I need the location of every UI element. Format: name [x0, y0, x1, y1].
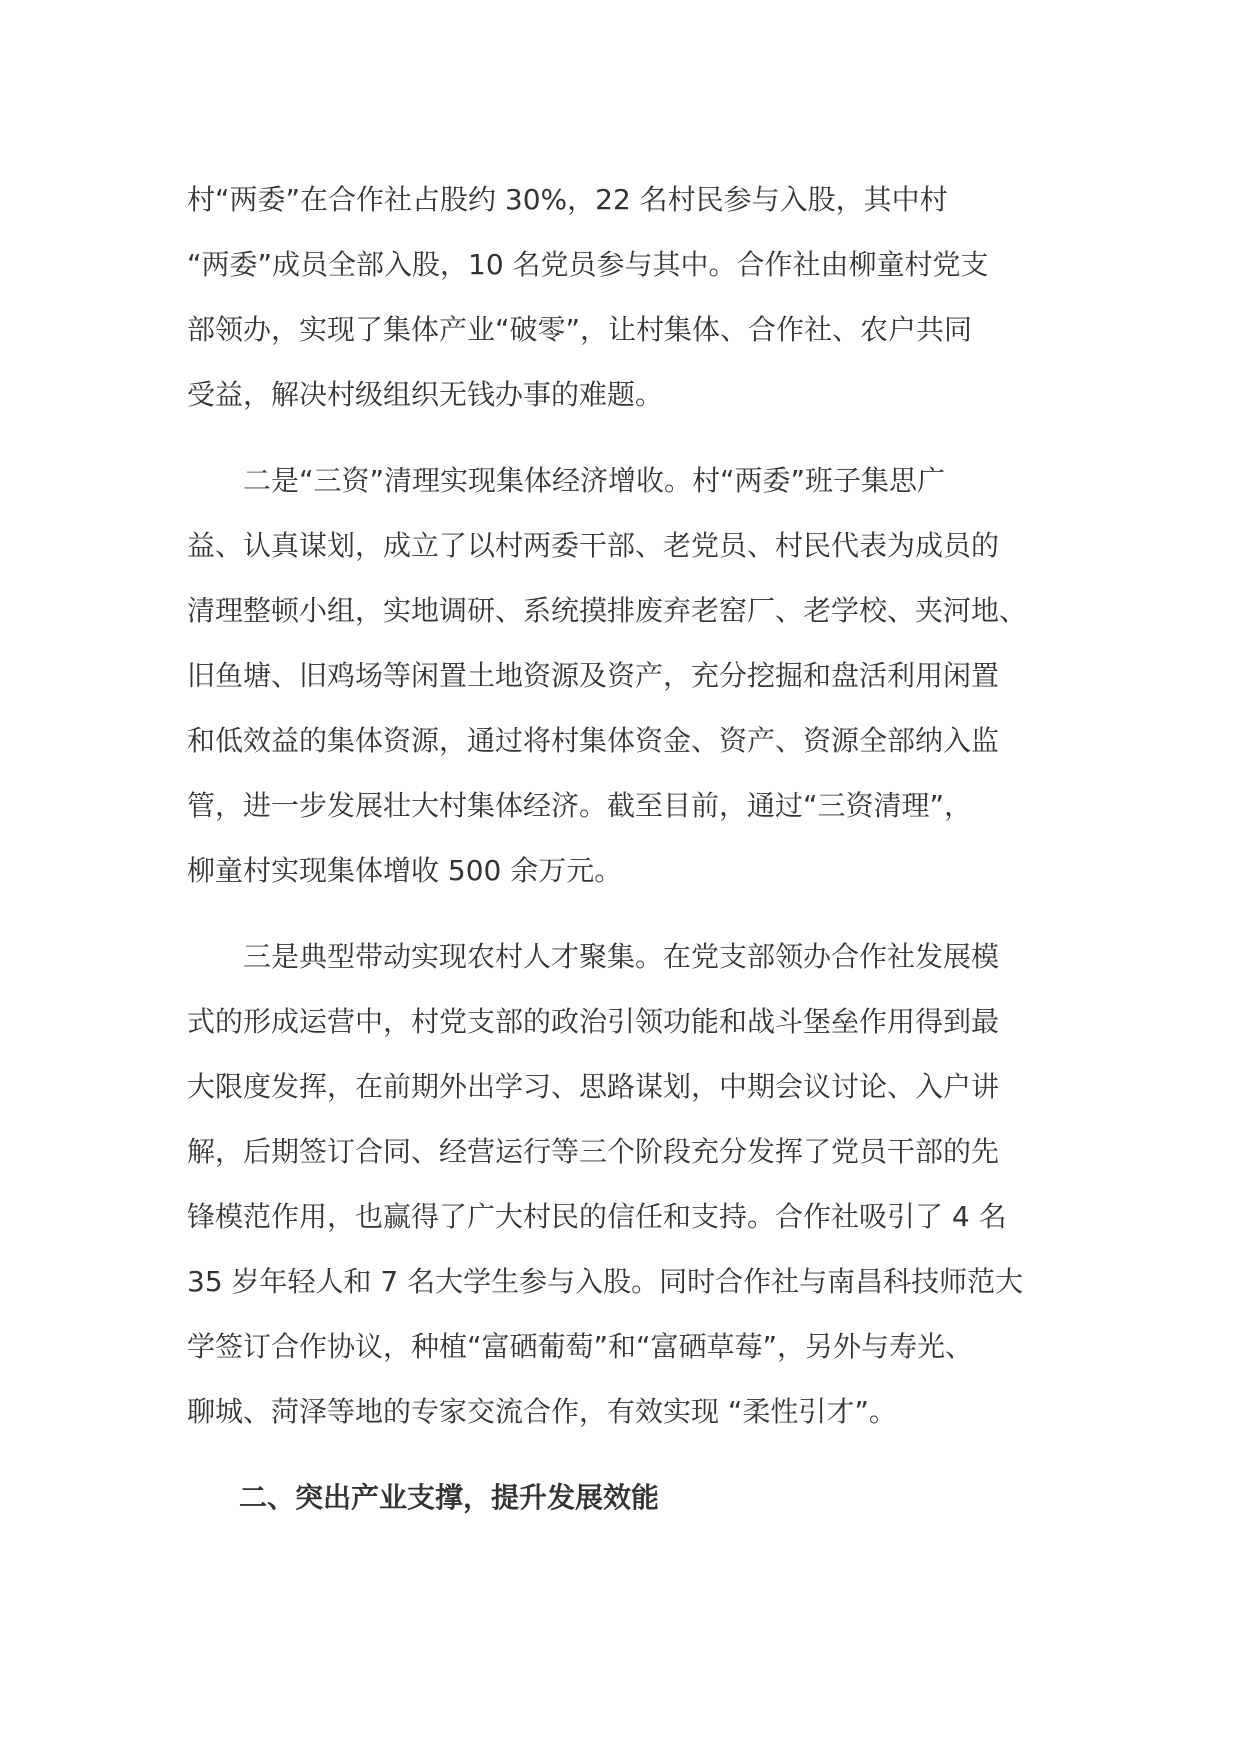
paragraph-talent-gathering [187, 924, 1062, 1444]
paragraph-line: 聊城、菏泽等地的专家交流合作，有效实现 “柔性引才”。 [187, 1395, 897, 1428]
paragraph-spacer [187, 1444, 1062, 1465]
paragraph-line: 柳童村实现集体增收 500 余万元。 [187, 854, 623, 887]
paragraph-cooperative-shares [187, 167, 1062, 427]
paragraph-line: 旧鱼塘、旧鸡场等闲置土地资源及资产，充分挖掘和盘活利用闲置 [187, 659, 1000, 692]
paragraph-line: 式的形成运营中，村党支部的政治引领功能和战斗堡垒作用得到最 [187, 1005, 1000, 1038]
paragraph-line: 益、认真谋划，成立了以村两委干部、老党员、村民代表为成员的 [187, 529, 1000, 562]
paragraph-line: 锋模范作用，也赢得了广大村民的信任和支持。合作社吸引了 4 名 [187, 1200, 1007, 1233]
paragraph-line: 35 岁年轻人和 7 名大学生参与入股。同时合作社与南昌科技师范大 [187, 1265, 1024, 1298]
paragraph-three-assets-cleanup [187, 448, 1062, 903]
paragraph-line: 大限度发挥，在前期外出学习、思路谋划，中期会议讨论、入户讲 [187, 1070, 1000, 1103]
paragraph-line: 受益，解决村级组织无钱办事的难题。 [187, 378, 664, 411]
paragraph-line: 村“两委”在合作社占股约 30%，22 名村民参与入股，其中村 [187, 183, 948, 216]
paragraph-line: 解，后期签订合同、经营运行等三个阶段充分发挥了党员干部的先 [187, 1135, 1000, 1168]
document-body [187, 167, 1062, 1530]
paragraph-line: 学签订合作协议，种植“富硒葡萄”和“富硒草莓”，另外与寿光、 [187, 1330, 974, 1363]
paragraph-spacer [187, 427, 1062, 448]
paragraph-line: 和低效益的集体资源，通过将村集体资金、资产、资源全部纳入监 [187, 724, 1000, 757]
paragraph-line: 三是典型带动实现农村人才聚集。在党支部领办合作社发展模 [187, 940, 1000, 973]
section-heading: 二、突出产业支撑，提升发展效能 [239, 1481, 660, 1514]
paragraph-line: “两委”成员全部入股，10 名党员参与其中。合作社由柳童村党支 [187, 248, 989, 281]
paragraph-line: 清理整顿小组，实地调研、系统摸排废弃老窑厂、老学校、夹河地、 [187, 594, 1028, 627]
paragraph-line: 管，进一步发展壮大村集体经济。截至目前，通过“三资清理”， [187, 789, 973, 822]
paragraph-line: 二是“三资”清理实现集体经济增收。村“两委”班子集思广 [187, 464, 946, 497]
paragraph-line: 部领办，实现了集体产业“破零”，让村集体、合作社、农户共同 [187, 313, 973, 346]
paragraph-spacer [187, 903, 1062, 924]
